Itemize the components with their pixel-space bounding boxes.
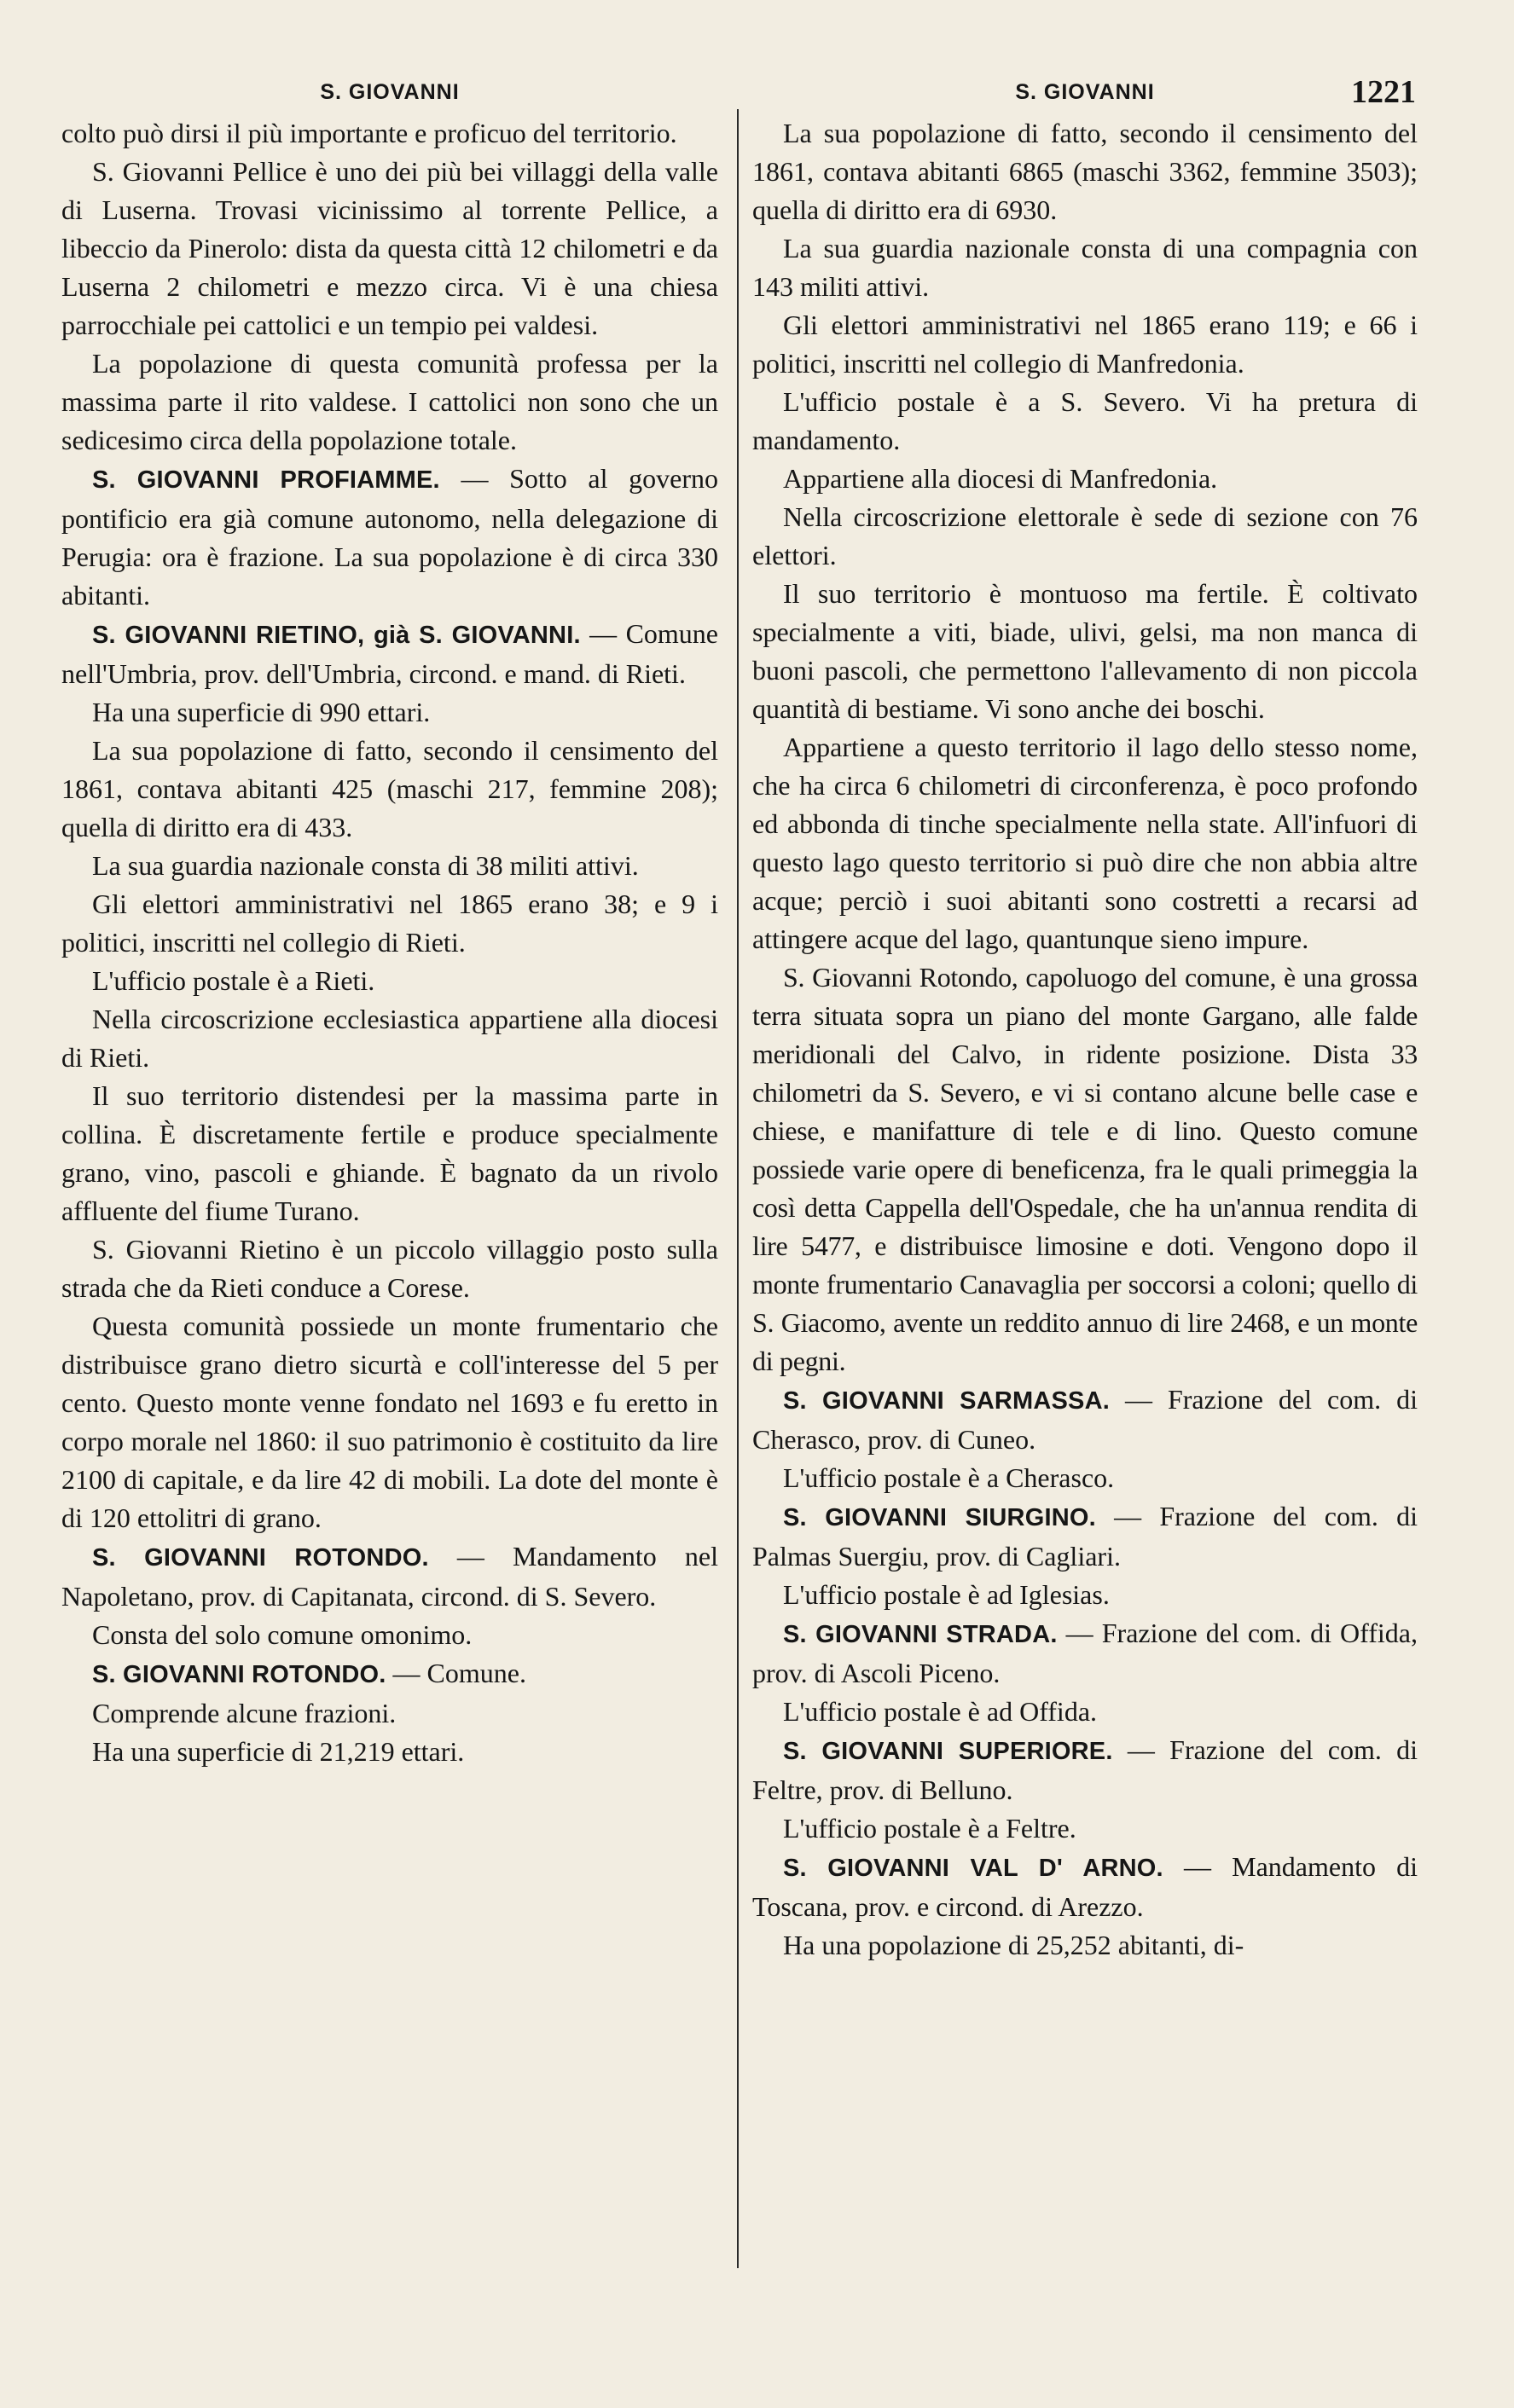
paragraph: S. Giovanni Rietino è un piccolo villaggio posto sulla strada che da Rieti conduce a Corese. — [61, 1234, 718, 1303]
right-running-head: S. GIOVANNI — [1015, 80, 1155, 104]
paragraph: Ha una popolazione di 25,252 abitanti, di- — [783, 1930, 1244, 1960]
paragraph: L'ufficio postale è ad Iglesias. — [783, 1579, 1110, 1610]
paragraph: La sua popolazione di fatto, secondo il censimento del 1861, contava abitanti 425 (maschi 217, femmine 208); quella di diritto era di 433. — [61, 735, 718, 842]
left-header — [61, 68, 718, 114]
paragraph: L'ufficio postale è a Rieti. — [92, 965, 375, 996]
entry: S. GIOVANNI ROTONDO. — Comune. — [92, 1658, 526, 1688]
entry-title: S. GIOVANNI PROFIAMME. — [92, 466, 440, 494]
paragraph: Nella circoscrizione elettorale è sede di sezione con 76 elettori. — [752, 501, 1418, 570]
paragraph: Comprende alcune frazioni. — [92, 1698, 397, 1728]
paragraph: L'ufficio postale è ad Offida. — [783, 1696, 1098, 1727]
paragraph: colto può dirsi il più importante e proficuo del territorio. — [61, 118, 677, 148]
left-column — [61, 68, 718, 1771]
paragraph: L'ufficio postale è a Feltre. — [783, 1813, 1076, 1844]
paragraph: S. Giovanni Pellice è uno dei più bei villaggi della valle di Luserna. Trovasi vicinissimo al torrente Pellice, a libeccio da Pinerolo: dista da questa città 12 chilometri e da Luserna 2 chilometri e mezzo circa. Vi è una chiesa parrocchiale pei cattolici e un tempio pei valdesi. — [61, 156, 718, 340]
paragraph: Appartiene alla diocesi di Manfredonia. — [783, 463, 1218, 494]
paragraph: Consta del solo comune omonimo. — [92, 1619, 473, 1650]
paragraph: Appartiene a questo territorio il lago dello stesso nome, che ha circa 6 chilometri di circonferenza, è poco profondo ed abbonda di tinche specialmente nella state. All'infuori di questo lago questo territorio si può dire che non abbia altre acque; perciò i suoi abitanti sono costretti a recarsi ad attingere acque del lago, quantunque sieno impure. — [752, 732, 1418, 954]
column-divider — [737, 109, 739, 2268]
paragraph: La popolazione di questa comunità professa per la massima parte il rito valdese. I cattolici non sono che un sedicesimo circa della popolazione totale. — [61, 348, 718, 455]
paragraph: Ha una superficie di 990 ettari. — [92, 697, 431, 727]
entry-title: S. GIOVANNI SIURGINO. — [783, 1504, 1096, 1531]
entry: S. GIOVANNI SARMASSA. — Frazione del com. di Cherasco, prov. di Cuneo. — [752, 1384, 1418, 1455]
paragraph: Gli elettori amministrativi nel 1865 erano 119; e 66 i politici, inscritti nel collegio di Manfredonia. — [752, 310, 1418, 379]
paragraph: Ha una superficie di 21,219 ettari. — [92, 1736, 465, 1767]
entry-title: S. GIOVANNI SUPERIORE. — [783, 1738, 1113, 1765]
paragraph: La sua popolazione di fatto, secondo il censimento del 1861, contava abitanti 6865 (maschi 3362, femmine 3503); quella di diritto era di 6930. — [752, 118, 1418, 225]
entry-title: S. GIOVANNI ROTONDO. — [92, 1661, 386, 1688]
entry-title: S. GIOVANNI STRADA. — [783, 1621, 1058, 1648]
paragraph: L'ufficio postale è a S. Severo. Vi ha pretura di mandamento. — [752, 386, 1418, 455]
entry: S. GIOVANNI STRADA. — Frazione del com. di Offida, prov. di Ascoli Piceno. — [752, 1618, 1418, 1688]
paragraph: S. Giovanni Rotondo, capoluogo del comune, è una grossa terra situata sopra un piano del monte Gargano, alle falde meridionali del Calvo, in ridente posizione. Dista 33 chilometri da S. Severo, e vi si contano alcune belle case e chiese, e manifatture di tele e di lino. Questo comune possiede varie opere di beneficenza, fra le quali primeggia la così detta Cappella dell'Ospedale, che ha un'annua rendita di lire 5477, e distribuisce limosine e doti. Vengono dopo il monte frumentario Canavaglia per soccorsi a coloni; quello di S. Giacomo, avente un reddito annuo di lire 2468, e un monte di pegni. — [752, 962, 1418, 1376]
entry-title: S. GIOVANNI RIETINO, già S. GIOVANNI. — [92, 622, 581, 649]
entry-title: S. GIOVANNI ROTONDO. — [92, 1544, 429, 1572]
paragraph: Questa comunità possiede un monte frumentario che distribuisce grano dietro sicurtà e coll'interesse del 5 per cento. Questo monte venne fondato nel 1693 e fu eretto in corpo morale nel 1860: il suo patrimonio è costituito da lire 2100 di capitale, e da lire 42 di mobili. La dote del monte è di 120 ettolitri di grano. — [61, 1311, 718, 1533]
entry: S. GIOVANNI VAL D' ARNO. — Mandamento di Toscana, prov. e circond. di Arezzo. — [752, 1851, 1418, 1922]
paragraph: Gli elettori amministrativi nel 1865 erano 38; e 9 i politici, inscritti nel collegio di Rieti. — [61, 889, 718, 958]
right-column-text — [752, 114, 1418, 1965]
paragraph: La sua guardia nazionale consta di una compagnia con 143 militi attivi. — [752, 233, 1418, 302]
right-header — [752, 68, 1418, 114]
paragraph: L'ufficio postale è a Cherasco. — [783, 1462, 1115, 1493]
right-column — [752, 68, 1418, 1965]
entry: S. GIOVANNI PROFIAMME. — Sotto al governo pontificio era già comune autonomo, nella delegazione di Perugia: ora è frazione. La sua popolazione è di circa 330 abitanti. — [61, 463, 718, 611]
entry-title: S. GIOVANNI SARMASSA. — [783, 1387, 1110, 1415]
entry: S. GIOVANNI SIURGINO. — Frazione del com. di Palmas Suergiu, prov. di Cagliari. — [752, 1501, 1418, 1572]
paragraph: Il suo territorio distendesi per la massima parte in collina. È discretamente fertile e produce specialmente grano, vino, pascoli e ghiande. È bagnato da un rivolo affluente del fiume Turano. — [61, 1080, 718, 1226]
paragraph: Il suo territorio è montuoso ma fertile. È coltivato specialmente a viti, biade, ulivi, gelsi, ma non manca di buoni pascoli, che permettono l'allevamento di non piccola quantità di bestiame. Vi sono anche dei boschi. — [752, 578, 1418, 724]
entry: S. GIOVANNI ROTONDO. — Mandamento nel Napoletano, prov. di Capitanata, circond. di S. Severo. — [61, 1541, 718, 1612]
left-running-head: S. GIOVANNI — [320, 80, 460, 104]
left-column-text — [61, 114, 718, 1771]
entry-title: S. GIOVANNI VAL D' ARNO. — [783, 1855, 1163, 1882]
entry: S. GIOVANNI RIETINO, già S. GIOVANNI. — Comune nell'Umbria, prov. dell'Umbria, circond. e mand. di Rieti. — [61, 618, 718, 689]
entry: S. GIOVANNI SUPERIORE. — Frazione del com. di Feltre, prov. di Belluno. — [752, 1734, 1418, 1805]
page-number: 1221 — [1351, 74, 1416, 110]
paragraph: Nella circoscrizione ecclesiastica appartiene alla diocesi di Rieti. — [61, 1004, 718, 1073]
paragraph: La sua guardia nazionale consta di 38 militi attivi. — [92, 850, 639, 881]
